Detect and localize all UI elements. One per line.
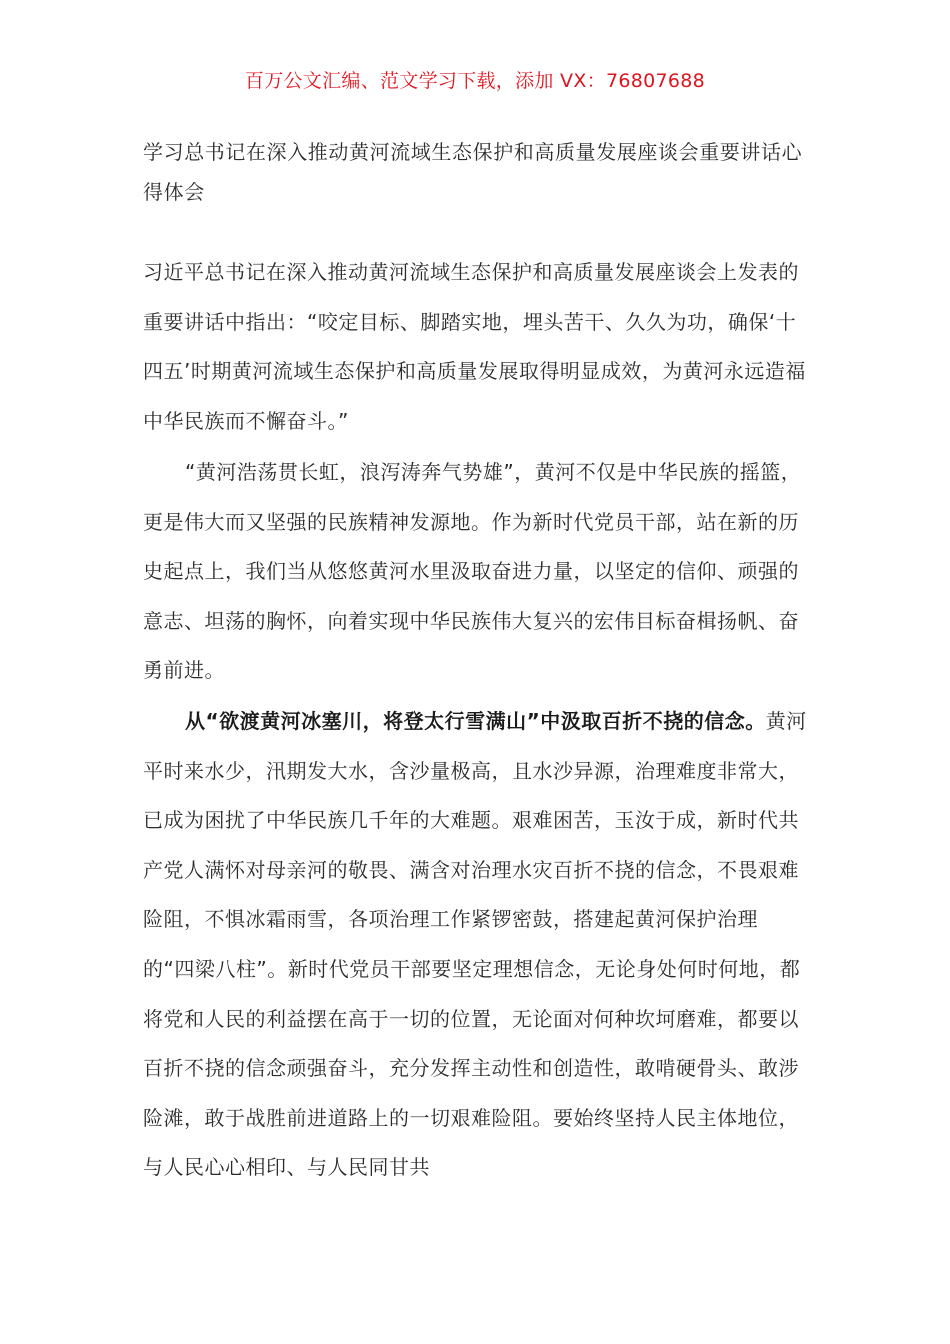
paragraph-section-1 xyxy=(143,697,808,1193)
header-contact-note: 百万公文汇编、范文学习下载，添加 VX：76807688 xyxy=(244,70,706,92)
section-heading: 从“欲渡黄河冰塞川，将登太行雪满山”中汲取百折不挠的信念。 xyxy=(185,709,766,733)
document-title: 学习总书记在深入推动黄河流域生态保护和高质量发展座谈会重要讲话心得体会 xyxy=(143,140,803,204)
paragraph-intro: “黄河浩荡贯长虹，浪泻涛奔气势雄”，黄河不仅是中华民族的摇篮，更是伟大而又坚强的民族精神发源地。作为新时代党员干部，站在新的历史起点上，我们当从悠悠黄河水里汲取奋进力量，以坚定的信仰、顽强的意志、坦荡的胸怀，向着实现中华民族伟大复兴的宏伟目标奋楫扬帆、奋勇前进。 xyxy=(143,460,802,683)
paragraph-quote: 习近平总书记在深入推动黄河流域生态保护和高质量发展座谈会上发表的重要讲话中指出：“咬定目标、脚踏实地，埋头苦干、久久为功，确保‘十四五’时期黄河流域生态保护和高质量发展取得明显成效，为黄河永远造福中华民族而不懈奋斗。” xyxy=(143,260,806,433)
section-body: 黄河平时来水少，汛期发大水，含沙量极高，且水沙异源，治理难度非常大，已成为困扰了中华民族几千年的大难题。艰难困苦，玉汝于成，新时代共产党人满怀对母亲河的敬畏、满含对治理水灾百折不挠的信念，不畏艰难险阻，不惧冰霜雨雪，各项治理工作紧锣密鼓，搭建起黄河保护治理的“四梁八柱”。新时代党员干部要坚定理想信念，无论身处何时何地，都将党和人民的利益摆在高于一切的位置，无论面对何种坎坷磨难，都要以百折不挠的信念顽强奋斗，充分发挥主动性和创造性，敢啃硬骨头、敢涉险滩，敢于战胜前进道路上的一切艰难险阻。要始终坚持人民主体地位，与人民心心相印、与人民同甘共 xyxy=(143,709,807,1180)
